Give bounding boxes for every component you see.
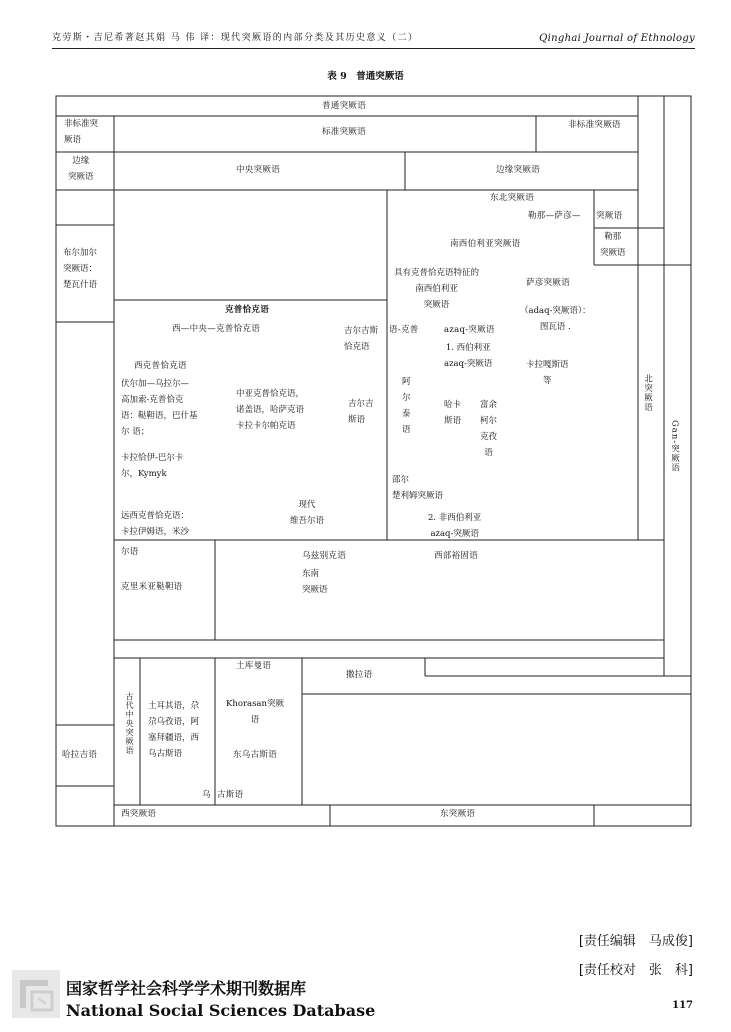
database-logo-icon [12, 970, 60, 1018]
editor-credit: [责任编辑 马成俊] [578, 934, 693, 949]
page-number: 117 [672, 1000, 693, 1011]
cell-west-turkic: 西突厥语 [121, 809, 157, 819]
cell-altai: 阿 尔 泰 语 [402, 377, 411, 436]
cell-kipchak-feature: 具有克普恰克语特征的 南西伯利亚 突厥语 [394, 268, 480, 311]
database-name-chinese: 国家哲学社会科学学术期刊数据库 [66, 979, 307, 998]
cell-azaq-turkic: azaq-突厥语 [444, 325, 495, 335]
cell-standard-turkic: 标准突厥语 [322, 127, 367, 137]
cell-salar: 撒拉语 [346, 670, 373, 680]
cell-lena-sayan: 勒那—萨彦— [528, 211, 581, 221]
cell-kipchak-dash: 语-克普 [389, 325, 419, 335]
cell-peripheral-2: 边缘突厥语 [496, 165, 541, 175]
cell-chulym: 邵尔 楚利姆突厥语 [392, 475, 444, 502]
cell-fuyu-kyrgyz: 富余 柯尔 克孜 语 [480, 400, 498, 459]
cell-non-siberian-azaq: 2. 非西伯利亚 azaq-突厥语 [428, 513, 482, 540]
running-header-journal: Qinghai Journal of Ethnology [539, 33, 695, 44]
cell-common-turkic: 普通突厥语 [322, 101, 367, 111]
cell-non-standard-2: 非标准突厥语 [568, 120, 621, 130]
cell-adaq-tuvan: （adaq-突厥语）： 图瓦语 . [520, 306, 591, 333]
table-caption: 表 9 普通突厥语 [327, 71, 404, 82]
cell-gusi: 古斯语 [217, 790, 244, 800]
cell-kipchak: 克普恰克语 [225, 305, 270, 315]
cell-west-central-kipchak: 西—中央—克普恰克语 [172, 324, 261, 334]
cell-siberian-azaq: 1. 西伯利亚 azaq-突厥语 [444, 343, 493, 370]
cell-southeast-turkic: 东南 突厥语 [302, 569, 328, 596]
cell-kyrgyz-kipchak: 吉尔吉斯 恰克语 [344, 326, 379, 353]
cell-khorasan-turkic: Khorasan突厥 语 [226, 699, 284, 726]
running-header-title: 克劳斯・吉尼希著赵其娟 马 伟 译：现代突厥语的内部分类及其历史意义（二） [52, 33, 419, 43]
cell-bulgar-turkic: 布尔加尔 突厥语： 楚瓦什语 [63, 248, 98, 291]
cell-karagas: 卡拉嘎斯语 等 [526, 360, 569, 387]
database-name-english: National Social Sciences Database [66, 1001, 376, 1020]
cell-ancient-central-turkic: 古代中央突厥语 [125, 692, 134, 755]
cell-kyrgyz: 吉尔吉 斯语 [348, 399, 374, 426]
cell-turkmen: 土库曼语 [236, 661, 272, 671]
cell-northeast-turkic: 东北突厥语 [490, 193, 535, 203]
cell-north-turkic: 北突厥语 [642, 374, 653, 412]
cell-western-yugur: 西部裕固语 [434, 551, 479, 561]
cell-khalaj: 哈拉吉语 [62, 750, 98, 760]
cell-south-siberian: 南西伯利亚突厥语 [450, 239, 521, 249]
cell-crimean-tatar: 克里米亚鞑靼语 [121, 582, 183, 592]
cell-east-oghuz: 东乌古斯语 [233, 750, 278, 760]
proofreader-credit: [责任校对 张 科] [578, 963, 693, 978]
cell-volga-ural: 伏尔加—乌拉尔— 高加索-克普恰克 语：鞑靼语，巴什基 尔 语； [121, 379, 198, 438]
cell-khakas: 哈卡 斯语 [444, 400, 462, 427]
cell-central-turkic: 中央突厥语 [236, 165, 281, 175]
cell-karachay: 卡拉恰伊-巴尔卡 尔，Kymyk [121, 453, 184, 480]
cell-lena-turkic: 勒那 突厥语 [600, 232, 626, 259]
cell-central-asian-kipchak: 中亚克普恰克语， 诺盖语，哈萨克语 卡拉卡尔帕克语 [236, 389, 305, 432]
cell-peripheral-1: 边缘 突厥语 [68, 156, 94, 183]
cell-wu: 乌 [202, 790, 211, 800]
cell-lena-sayan-turkic: 突厥语 [596, 211, 623, 221]
cell-er-lang: 尔语 [121, 547, 139, 557]
cell-sayan-turkic: 萨彦突厥语 [526, 278, 571, 288]
cell-uzbek: 乌兹别克语 [302, 551, 347, 561]
cell-non-standard-1: 非标准突 厥语 [64, 119, 99, 146]
cell-east-turkic: 东突厥语 [440, 809, 476, 819]
cell-far-west-kipchak: 远西克普恰克语： 卡拉伊姆语，米沙 [121, 511, 190, 538]
cell-oghuz-languages: 土耳其语，尕 尕乌孜语，阿 塞拜疆语，西 乌古斯语 [148, 701, 200, 760]
cell-gan-turkic: Gan-突厥语 [669, 420, 680, 473]
cell-west-kipchak: 西克普恰克语 [134, 361, 187, 371]
cell-modern-uyghur: 现代 维吾尔语 [290, 500, 325, 527]
